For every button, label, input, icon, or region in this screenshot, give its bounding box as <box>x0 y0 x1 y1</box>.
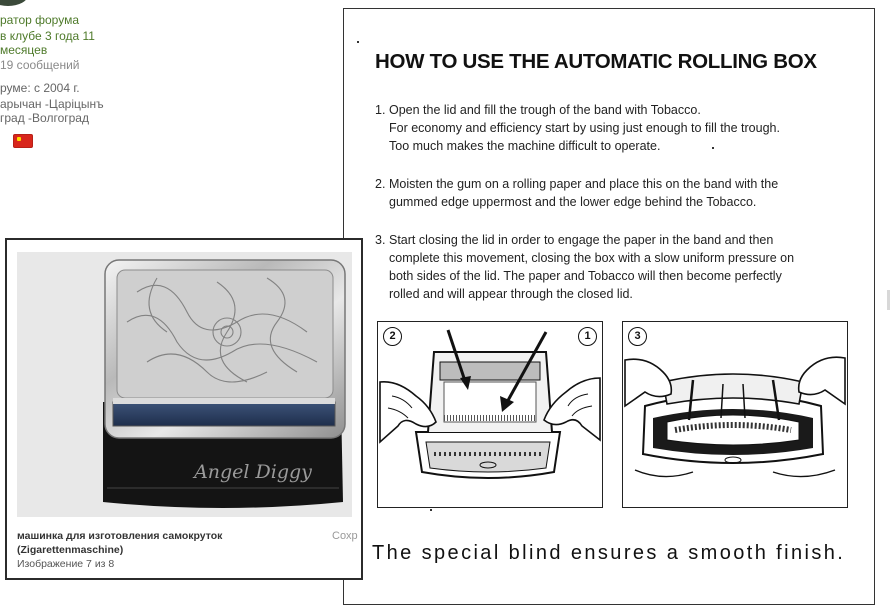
product-photo[interactable] <box>17 252 352 517</box>
step-number: 2. <box>375 177 386 191</box>
instruction-step <box>375 175 853 211</box>
step-line: For economy and efficiency start by using just enough to fill the trough. <box>389 121 780 135</box>
step-line: both sides of the lid. The paper and Tobacco will then become perfectly <box>389 269 782 283</box>
rolling-box-photo <box>17 252 352 517</box>
image-viewer <box>5 238 363 580</box>
step-line: Too much makes the machine difficult to operate. <box>389 139 661 153</box>
sheet-title: HOW TO USE THE AUTOMATIC ROLLING BOX <box>375 50 817 73</box>
brand-logo-text: Angel Diggy <box>194 461 312 483</box>
hands-loading-box-illustration <box>378 322 602 507</box>
step-line: rolled and will appear through the closed lid. <box>389 287 633 301</box>
save-image-link[interactable]: Сохр <box>332 530 358 542</box>
scan-speck <box>712 147 714 149</box>
step-line: complete this movement, closing the box with a slow uniform pressure on <box>389 251 795 265</box>
step-1-marker: 1 <box>578 327 597 346</box>
instruction-sheet <box>343 8 875 605</box>
china-flag-icon <box>13 134 33 148</box>
step-2-marker: 2 <box>383 327 402 346</box>
sheet-footer-note: The special blind ensures a smooth finish. <box>372 542 846 564</box>
hands-closing-box-illustration <box>623 322 847 507</box>
scan-speck <box>357 41 359 43</box>
step-number: 1. <box>375 103 386 117</box>
illustration-open-box <box>377 321 603 508</box>
user-role: ратор форума <box>0 13 80 27</box>
user-location-cont: град -Волгоград <box>0 111 89 125</box>
user-location: арычан -Царіцынъ <box>0 97 104 111</box>
step-3-marker: 3 <box>628 327 647 346</box>
forum-since: руме: с 2004 г. <box>0 81 80 95</box>
image-caption <box>17 529 337 557</box>
post-count[interactable]: 19 сообщений <box>0 58 80 72</box>
step-line: Moisten the gum on a rolling paper and place this on the band with the <box>389 177 779 191</box>
step-line: Start closing the lid in order to engage the paper in the band and then <box>389 233 774 247</box>
user-avatar[interactable] <box>0 0 28 6</box>
scan-speck <box>430 509 432 511</box>
caption-title: машинка для изготовления самокруток <box>17 530 223 542</box>
step-number: 3. <box>375 233 386 247</box>
step-line: Open the lid and fill the trough of the band with Tobacco. <box>389 103 701 117</box>
illustration-closing-box <box>622 321 848 508</box>
instruction-step <box>375 101 853 155</box>
step-line: gummed edge uppermost and the lower edge behind the Tobacco. <box>389 195 757 209</box>
caption-subtitle: (Zigarettenmaschine) <box>17 544 124 556</box>
image-counter: Изображение 7 из 8 <box>17 558 115 570</box>
forum-user-info <box>0 0 340 240</box>
membership-duration-cont: месяцев <box>0 43 48 57</box>
instruction-step <box>375 231 853 303</box>
membership-duration: в клубе 3 года 11 <box>0 29 95 43</box>
